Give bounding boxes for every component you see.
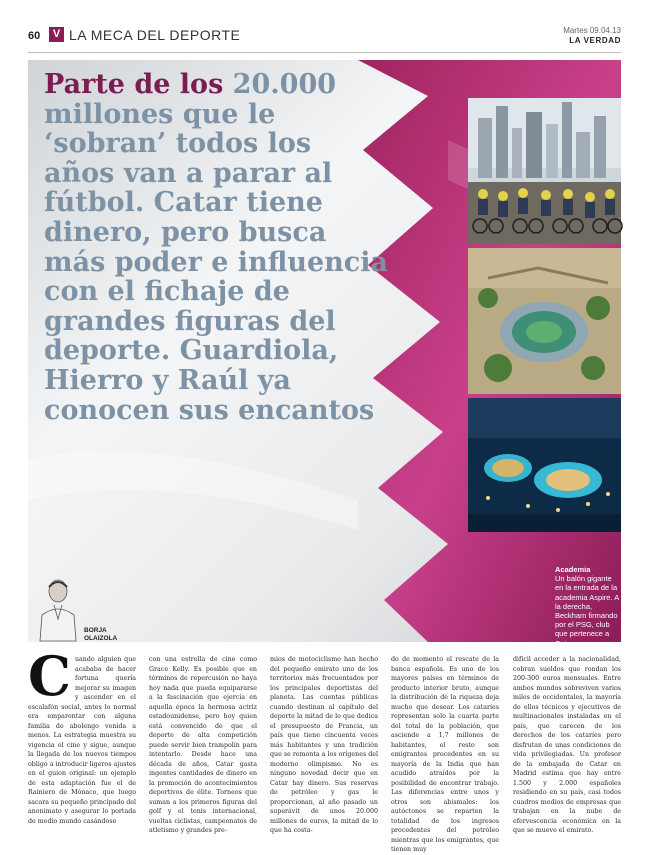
section-badge: V <box>49 27 64 42</box>
cycling-photo <box>468 98 621 244</box>
author-first-name: BORJA <box>84 627 107 634</box>
header-divider <box>28 52 621 53</box>
headline <box>44 70 389 425</box>
page-header <box>0 0 650 58</box>
caption-credit: AFP <box>577 641 589 648</box>
section-title: LA MECA DEL DEPORTE <box>69 27 241 43</box>
headline-highlight: Parte de los <box>44 69 224 100</box>
body-column-2: con una estrella de cine como Grace Kelly. Es posible que en términos de repercusión no haya hoy nada que pueda equipararse a la fascinación que ejercía en aquella época la hermosa actriz estadounidense, pero hoy quien está convencido de que el deporte de alta competición puede servir bien trampolín para intentarlo. Desde hace una década de años, Catar gasta ingentes cantidades de dinero en la promoción de acontecimientos deportivos de élite. Torneos que suman a los primeros figuras del golf y el tenis internacional, vueltas ciclistas, campeonatos de atletismo y grandes pre- <box>149 656 257 834</box>
marina-island-photo <box>468 398 621 532</box>
body-column-4: do de momento el rescate de la banca española. Es uno de los mayores países en términos de producto interior bruto, aunque la distribución de la riqueza deja mucho que desear. Los cataríes representan solo la cuarta parte del total de la población, que asciende a 1,7 millones de habitantes, el resto son emigrantes procedentes en su mayoría de la India que han acudido atraídos por la posibilidad de encontrar trabajo. Las diferencias entre unos y otros son abismales: los autóctonos se reparten la totalidad de los ingresos procedentes del petróleo mientras que los emigrantes, que tienen muy <box>391 656 499 853</box>
page-number: 60 <box>28 30 41 42</box>
byline <box>84 627 117 643</box>
hero-feature <box>28 60 621 648</box>
issue-date: Martes 09.04.13 <box>563 26 621 35</box>
body-column-1 <box>28 644 136 826</box>
author-portrait <box>36 575 82 641</box>
photo-caption <box>555 565 621 650</box>
author-last-name: OLAIZOLA <box>84 635 118 642</box>
headline-text: 20.000 millones que le ‘sobran’ todos los años van a parar al fútbol. Catar tiene dinero, pero busca más poder e influencia con el fichaje de grandes figuras del deporte. Guardiola, Hierro y Raúl ya conocen sus encantos <box>44 69 388 426</box>
stadium-aerial-photo <box>468 248 621 394</box>
body-column-5: difícil acceder a la nacionalidad, cobran sueldos que rondan los 200-300 euros mensuales. Entre ambos mundos sobreviven varios miles de occidentales, la mayoría de ellos técnicos y ejecutivos de multinacionales instaladas en el país, que carecen de los derechos de los cataríes pero disfrutan de unas condiciones de vida privilegiadas. Un profesor de la embajada de Catar en Madrid estima que hay entre 1.500 y 2.000 españoles residiendo en su país, casi todos cuadros medios de empresas que trabajan en la nube de efervescencia económica en la que se mueve el emirato. <box>513 656 621 834</box>
drop-cap: C <box>28 644 71 708</box>
body-column-3: mios de motociclismo han hecho del pequeño emirato uno de los territorios más frecuentados por los principales deportistas del planeta. Las cuentas públicas cuando destinan al capítulo del deporte la mitad de lo que dedica el presupuesto de Francia, un país que tiene cincuenta veces más habitantes y una tradición que se remonta a los orígenes del moderno olimpismo. No es ninguno novedad decir que en Catar hay dinero. Sus reservas de petróleo y gas le proporcionan, al año pasado un superávit de unos 20.000 millones de euros, la mitad de lo que ha costa- <box>270 656 378 834</box>
caption-title: Academia <box>555 565 591 574</box>
newspaper-name: LA VERDAD <box>569 36 621 45</box>
body-column-1-text: uando alguien que acababa de hacer fortuna quería mejorar su imagen y ascender en el escalafón social, antes lo normal era emparentar con alguna familia de abolengo venida a menos. La estrategia muestra su vigencia el cine y sigue, aunque la llegada de los nuevos tiempos obligó a introducir ligeros ajustes en el guion original: un ejemplo de esta adaptación fue el de Rainiero de Mónaco, que luego sacara su pequeño principado del anonimato y asegurar lo portada de medio mundo casándose <box>28 656 136 825</box>
caption-text: Un balón gigante en la entrada de la academia Aspire. A la derecha, Beckham firmando por el PSG, club que pertenece a Catar. <box>555 574 619 648</box>
